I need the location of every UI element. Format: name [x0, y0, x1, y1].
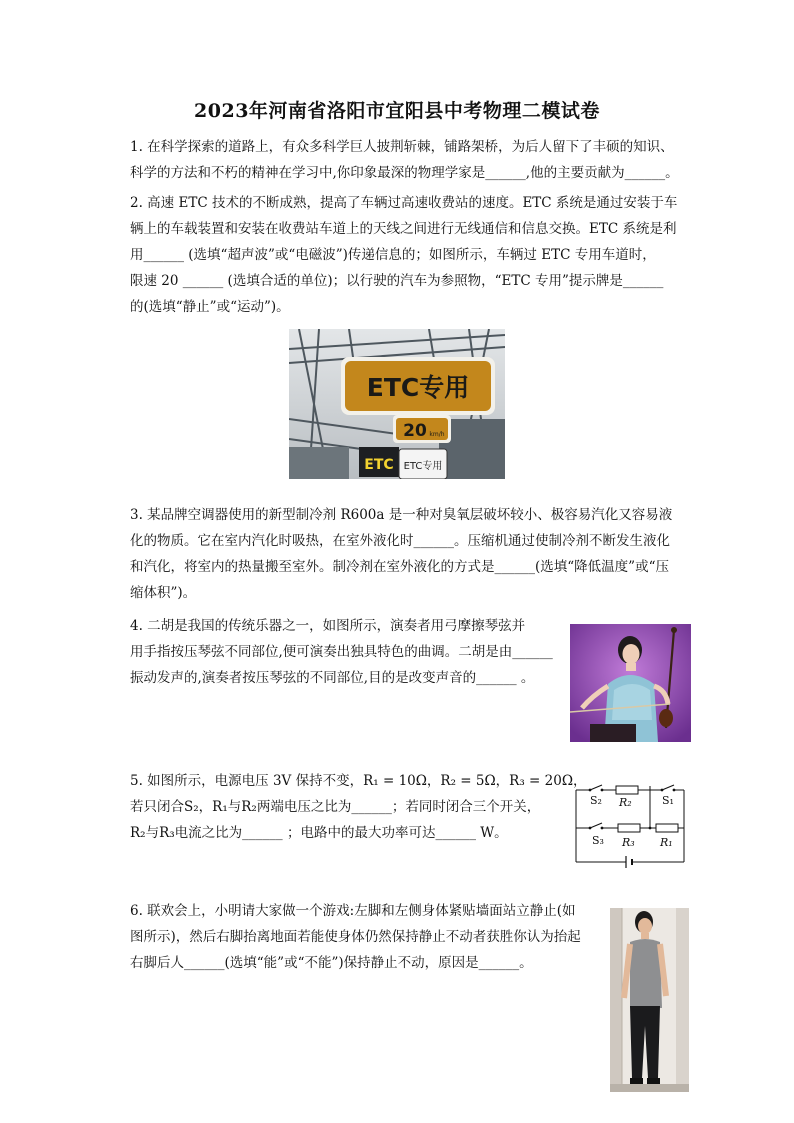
question-4	[130, 613, 553, 691]
speed-limit-value: 20	[403, 421, 427, 441]
question-5-line-2: 若只闭合S₂，R₁与R₂两端电压之比为______；若同时闭合三个开关，	[130, 799, 541, 815]
question-6-line-2: 图所示)，然后右脚抬离地面若能使身体仍然保持静止不动者获胜你认为抬起	[130, 929, 581, 945]
question-1-line-1: 1. 在科学探索的道路上，有众多科学巨人披荆斩棘，铺路架桥，为后人留下了丰硕的知识、	[130, 139, 674, 155]
question-6-line-3: 右脚后人______(选填“能”或“不能”)保持静止不动，原因是______。	[130, 955, 533, 971]
question-5	[130, 768, 587, 846]
question-5-line-3: R₂与R₃电流之比为______ ；电路中的最大功率可达______ W。	[130, 825, 508, 841]
question-6	[130, 898, 581, 976]
question-1	[130, 134, 679, 186]
circuit-diagram	[572, 776, 692, 868]
question-5-line-1: 5. 如图所示，电源电压 3V 保持不变，R₁ = 10Ω，R₂ = 5Ω，R₃ = 20Ω，	[130, 773, 587, 789]
question-2-line-2: 辆上的车载装置和安装在收费站车道上的天线之间进行无线通信和信息交换。ETC 系统是利	[130, 221, 677, 237]
switch-s2	[590, 785, 602, 790]
switch-s1	[662, 785, 674, 790]
question-3-line-4: 缩体积”)。	[130, 585, 197, 601]
question-2	[130, 190, 677, 320]
question-3-line-3: 和汽化，将室内的热量搬至室外。制冷剂在室外液化的方式是______(选填“降低温度”或“压	[130, 559, 669, 575]
label-r1: R₁	[660, 836, 673, 849]
question-4-line-2: 用手指按压琴弦不同部位,便可演奏出独具特色的曲调。二胡是由______	[130, 644, 553, 660]
label-s2: S₂	[590, 794, 602, 807]
question-1-line-2: 科学的方法和不朽的精神在学习中,你印象最深的物理学家是______,他的主要贡献为______。	[130, 165, 679, 181]
question-3-line-1: 3. 某品牌空调器使用的新型制冷剂 R600a 是一种对臭氧层破坏较小、极容易汽化又容易液	[130, 507, 673, 523]
question-4-line-3: 振动发声的,演奏者按压琴弦的不同部位,目的是改变声音的______ 。	[130, 670, 535, 686]
exam-title: 2023年河南省洛阳市宜阳县中考物理二模试卷	[194, 100, 600, 122]
label-s3: S₃	[592, 834, 604, 847]
switch-s3	[590, 823, 602, 828]
speed-limit-unit: km/h	[429, 431, 445, 438]
label-r3: R₃	[622, 836, 635, 849]
question-3-line-2: 化的物质。它在室内汽化时吸热，在室外液化时______。压缩机通过使制冷剂不断发生液化	[130, 533, 670, 549]
question-2-line-1: 2. 高速 ETC 技术的不断成熟，提高了车辆过高速收费站的速度。ETC 系统是通过安装于车	[130, 195, 678, 211]
wall-standing-photo	[610, 908, 689, 1092]
etc-sign-text: ETC专用	[366, 373, 470, 402]
question-2-line-5: 的(选填“静止”或“运动”)。	[130, 299, 290, 315]
etc-sign-photo	[289, 329, 505, 479]
resistor-r1	[656, 824, 678, 832]
label-r2: R₂	[619, 796, 632, 809]
etc-small-sign-text: ETC专用	[403, 461, 443, 472]
label-s1: S₁	[662, 794, 674, 807]
erhu-performer-photo	[570, 624, 691, 742]
question-2-line-3: 用______ (选填“超声波”或“电磁波”)传递信息的；如图所示，车辆过 ETC 专用车道时，	[130, 247, 656, 263]
etc-led-text: ETC	[364, 457, 394, 473]
question-3	[130, 502, 672, 606]
resistor-r2	[616, 786, 638, 794]
question-2-line-4: 限速 20 ______ (选填合适的单位)；以行驶的汽车为参照物，“ETC 专用”提示牌是______	[130, 273, 664, 289]
question-4-line-1: 4. 二胡是我国的传统乐器之一，如图所示，演奏者用弓摩擦琴弦并	[130, 618, 526, 634]
question-6-line-1: 6. 联欢会上，小明请大家做一个游戏:左脚和左侧身体紧贴墙面站立静止(如	[130, 903, 576, 919]
resistor-r3	[618, 824, 640, 832]
